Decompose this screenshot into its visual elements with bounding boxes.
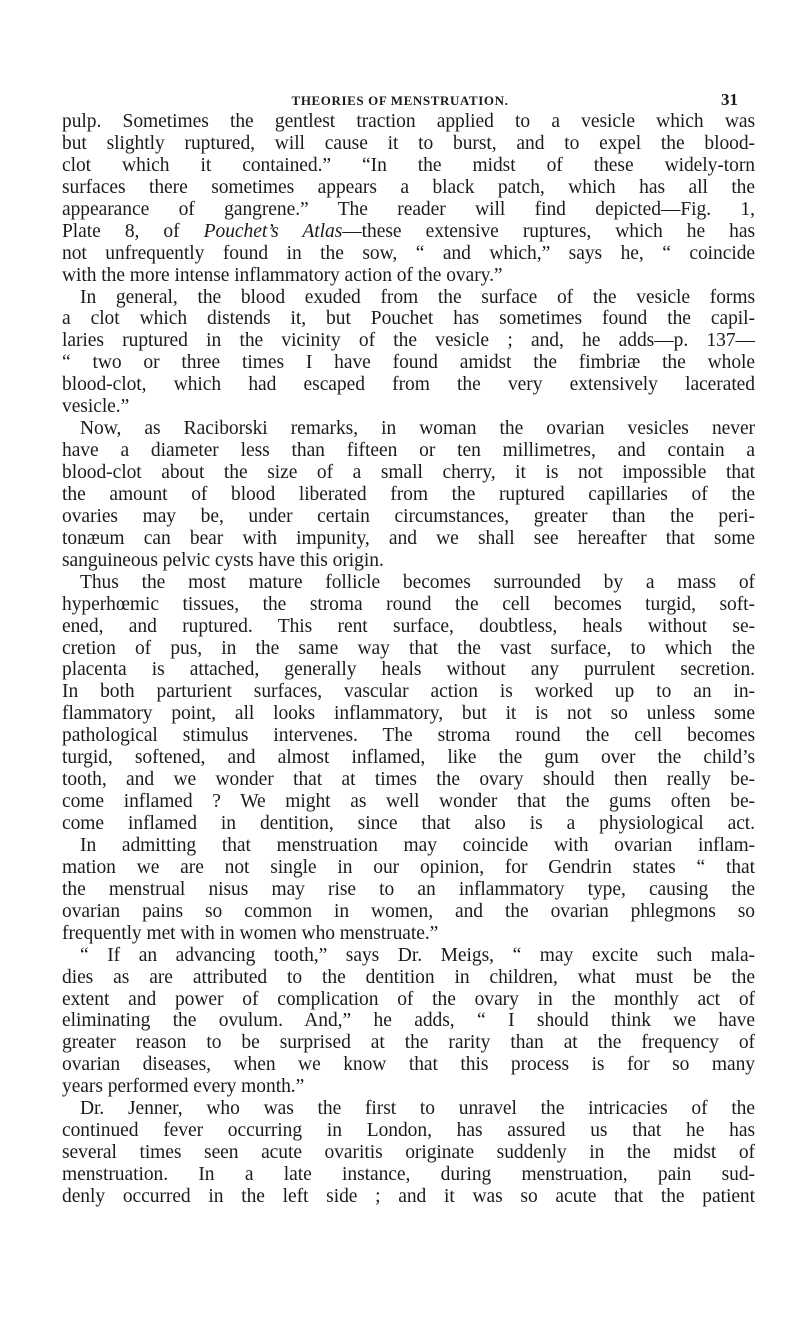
text-line: appearance of gangrene.” The reader will find depicted—Fig. 1, [62,198,755,220]
text-line: blood-clot, which had escaped from the very extensively lacerated [62,374,755,396]
text-line: In admitting that menstruation may coincide with ovarian inflam- [80,834,755,856]
text-line: blood-clot about the size of a small cherry, it is not impossible that [62,462,755,483]
text-line: frequently met with in women who menstruate.” [62,922,439,944]
text-line: but slightly ruptured, will cause it to burst, and to expel the blood- [62,132,755,154]
text-line: mation we are not single in our opinion, for Gendrin states “ that [62,856,755,878]
running-title: THEORIES OF MENSTRUATION. [291,93,509,108]
text-line: denly occurred in the left side ; and it was so acute that the patient [62,1185,755,1207]
body-text [62,111,755,1208]
text-line: ovarian diseases, when we know that this process is for so many [62,1054,755,1076]
text-line: vesicle.” [62,396,130,418]
text-line: ened, and ruptured. This rent surface, doubtless, heals without se- [62,615,755,637]
text-line: Dr. Jenner, who was the first to unravel the intricacies of the [80,1098,755,1120]
text-line: “ If an advancing tooth,” says Dr. Meigs, “ may excite such mala- [80,944,755,966]
text-line: pathological stimulus intervenes. The stroma round the cell becomes [62,725,755,747]
italic-title: Pouchet’s Atlas [203,220,343,242]
text-line: extent and power of complication of the ovary in the monthly act of [62,988,755,1010]
text-line: surfaces there sometimes appears a black patch, which has all the [62,176,755,198]
text-line: placenta is attached, generally heals without any purrulent secretion. [62,659,755,681]
text-line: come inflamed ? We might as well wonder that the gums often be- [62,791,755,813]
text-line: hyperhœmic tissues, the stroma round the cell becomes turgid, soft- [62,593,755,615]
text-line: continued fever occurring in London, has assured us that he has [62,1120,755,1142]
page-number: 31 [721,90,738,109]
text-line: with the more intense inflammatory action of the ovary.” [62,264,503,286]
text-line: Plate 8, of Pouchet’s Atlas—these extensive ruptures, which he has [62,220,755,242]
text-line: the amount of blood liberated from the ruptured capillaries of the [62,483,755,505]
text-line: ovarian pains so common in women, and the ovarian phlegmons so [62,900,755,922]
running-head [0,90,800,113]
text-line: come inflamed in dentition, since that also is a physiological act. [62,813,755,834]
text-line: In both parturient surfaces, vascular action is worked up to an in- [62,681,755,703]
text-line: greater reason to be surprised at the rarity than at the frequency of [62,1032,755,1054]
text-line: laries ruptured in the vicinity of the vesicle ; and, he adds—p. 137— [62,330,755,352]
text-line: clot which it contained.” “In the midst of these widely-torn [62,154,755,176]
text-line: dies as are attributed to the dentition in children, what must be the [62,966,755,988]
text-line: menstruation. In a late instance, during menstruation, pain sud- [62,1164,755,1185]
text-line: several times seen acute ovaritis originate suddenly in the midst of [62,1142,755,1164]
text-line: ovaries may be, under certain circumstances, greater than the peri- [62,505,755,527]
text-line: eliminating the ovulum. And,” he adds, “ I should think we have [62,1010,755,1032]
text-line: In general, the blood exuded from the surface of the vesicle forms [80,286,755,308]
text-line: have a diameter less than fifteen or ten millimetres, and contain a [62,440,755,462]
text-line: turgid, softened, and almost inflamed, like the gum over the child’s [62,747,755,769]
text-line: Now, as Raciborski remarks, in woman the ovarian vesicles never [80,418,755,440]
text-line: “ two or three times I have found amidst the fimbriæ the whole [62,352,755,374]
text-line: tooth, and we wonder that at times the ovary should then really be- [62,769,755,791]
text-line: pulp. Sometimes the gentlest traction applied to a vesicle which was [62,111,755,132]
text-line: a clot which distends it, but Pouchet has sometimes found the capil- [62,308,755,330]
text-line: cretion of pus, in the same way that the vast surface, to which the [62,637,755,659]
text-line: years performed every month.” [62,1076,305,1098]
text-line: tonæum can bear with impunity, and we shall see hereafter that some [62,527,755,549]
text-line: sanguineous pelvic cysts have this origin. [62,549,384,571]
text-line: Thus the most mature follicle becomes surrounded by a mass of [80,571,755,593]
text-line: flammatory point, all looks inflammatory, but it is not so unless some [62,703,755,725]
text-line: not unfrequently found in the sow, “ and which,” says he, “ coincide [62,242,755,264]
text-line: the menstrual nisus may rise to an inflammatory type, causing the [62,878,755,900]
